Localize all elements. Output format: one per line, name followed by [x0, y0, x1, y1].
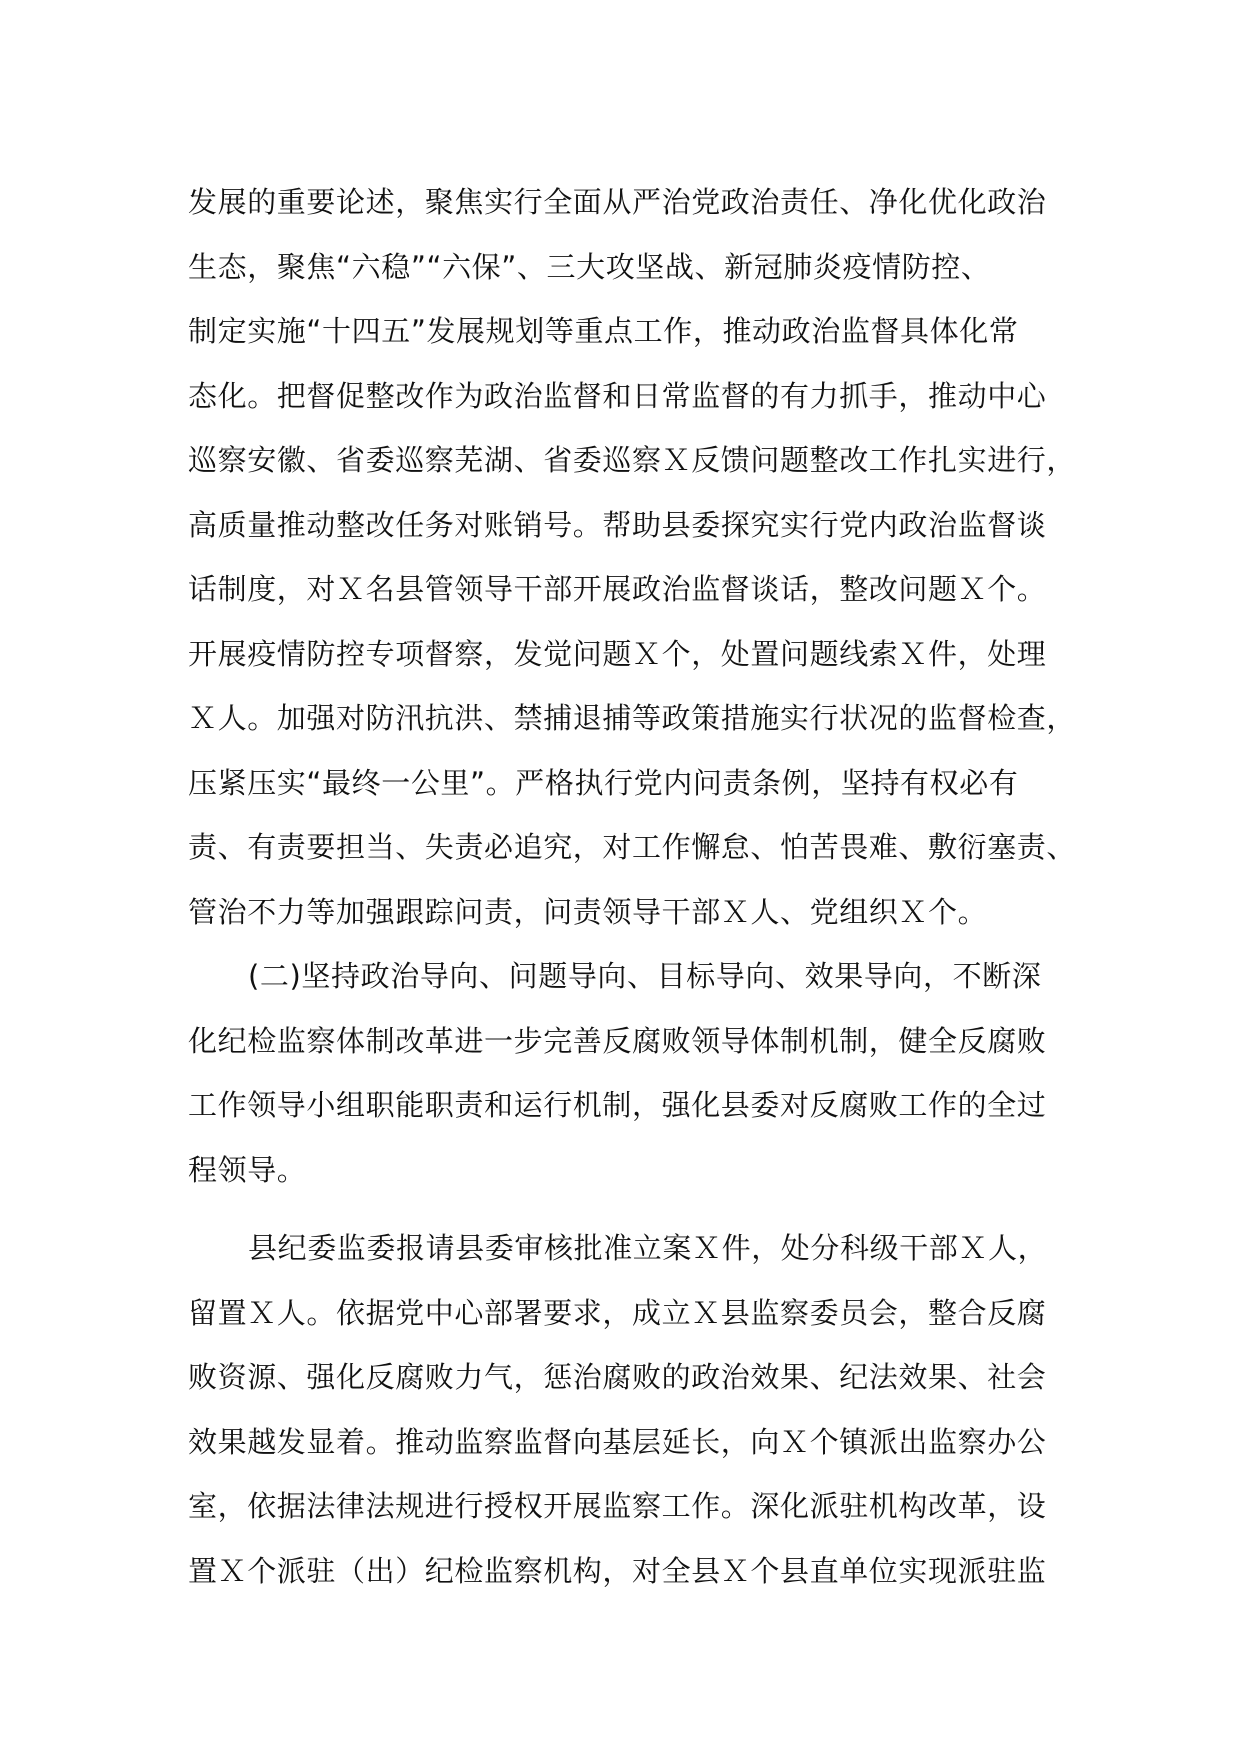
text-line: 程领导。	[188, 1152, 307, 1187]
text-line: 巡察安徽、省委巡察芜湖、省委巡察Ｘ反馈问题整改工作扎实进行，	[188, 443, 1077, 477]
text-line: 话制度，对Ｘ名县管领导干部开展政治监督谈话，整改问题Ｘ个。	[188, 572, 1047, 606]
paragraph-1	[188, 170, 1088, 944]
paragraph-2	[188, 944, 1088, 1202]
paragraph-spacer	[188, 1202, 1088, 1216]
text-line: 工作领导小组职能职责和运行机制，强化县委对反腐败工作的全过	[188, 1088, 1047, 1122]
document-body	[188, 170, 1088, 1603]
text-line: Ｘ人。加强对防汛抗洪、禁捕退捕等政策措施实行状况的监督检查，	[188, 701, 1077, 735]
text-line: 效果越发显着。推动监察监督向基层延长，向Ｘ个镇派出监察办公	[188, 1424, 1047, 1459]
text-line: 责、有责要担当、失责必追究，对工作懈怠、怕苦畏难、敷衍塞责、	[188, 830, 1077, 864]
text-line: 留置Ｘ人。依据党中心部署要求，成立Ｘ县监察委员会，整合反腐	[188, 1295, 1047, 1330]
text-line: 态化。把督促整改作为政治监督和日常监督的有力抓手，推动中心	[188, 378, 1047, 413]
text-line: 开展疫情防控专项督察，发觉问题Ｘ个，处置问题线索Ｘ件，处理	[188, 636, 1047, 671]
text-line: 置Ｘ个派驻（出）纪检监察机构，对全县Ｘ个县直单位实现派驻监	[188, 1553, 1047, 1588]
text-line: 制定实施“十四五”发展规划等重点工作，推动政治监督具体化常	[188, 314, 1019, 348]
text-line: 室，依据法律法规进行授权开展监察工作。深化派驻机构改革，设	[188, 1489, 1047, 1523]
text-line: 化纪检监察体制改革进一步完善反腐败领导体制机制，健全反腐败	[188, 1023, 1047, 1058]
text-line: 发展的重要论述，聚焦实行全面从严治党政治责任、净化优化政治	[188, 185, 1047, 219]
text-line: 高质量推动整改任务对账销号。帮助县委探究实行党内政治监督谈	[188, 507, 1047, 542]
text-line: 败资源、强化反腐败力气，惩治腐败的政治效果、纪法效果、社会	[188, 1360, 1047, 1394]
text-line: 县纪委监委报请县委审核批准立案Ｘ件，处分科级干部Ｘ人，	[248, 1231, 1048, 1265]
paragraph-3	[188, 1216, 1088, 1603]
text-line: 生态，聚焦“六稳”“六保”、三大攻坚战、新冠肺炎疫情防控、	[188, 249, 991, 284]
text-line: 管治不力等加强跟踪问责，问责领导干部Ｘ人、党组织Ｘ个。	[188, 894, 988, 929]
text-line: (二)坚持政治导向、问题导向、目标导向、效果导向，不断深	[248, 959, 1042, 993]
text-line: 压紧压实“最终一公里”。严格执行党内问责条例，坚持有权必有	[188, 765, 1019, 800]
